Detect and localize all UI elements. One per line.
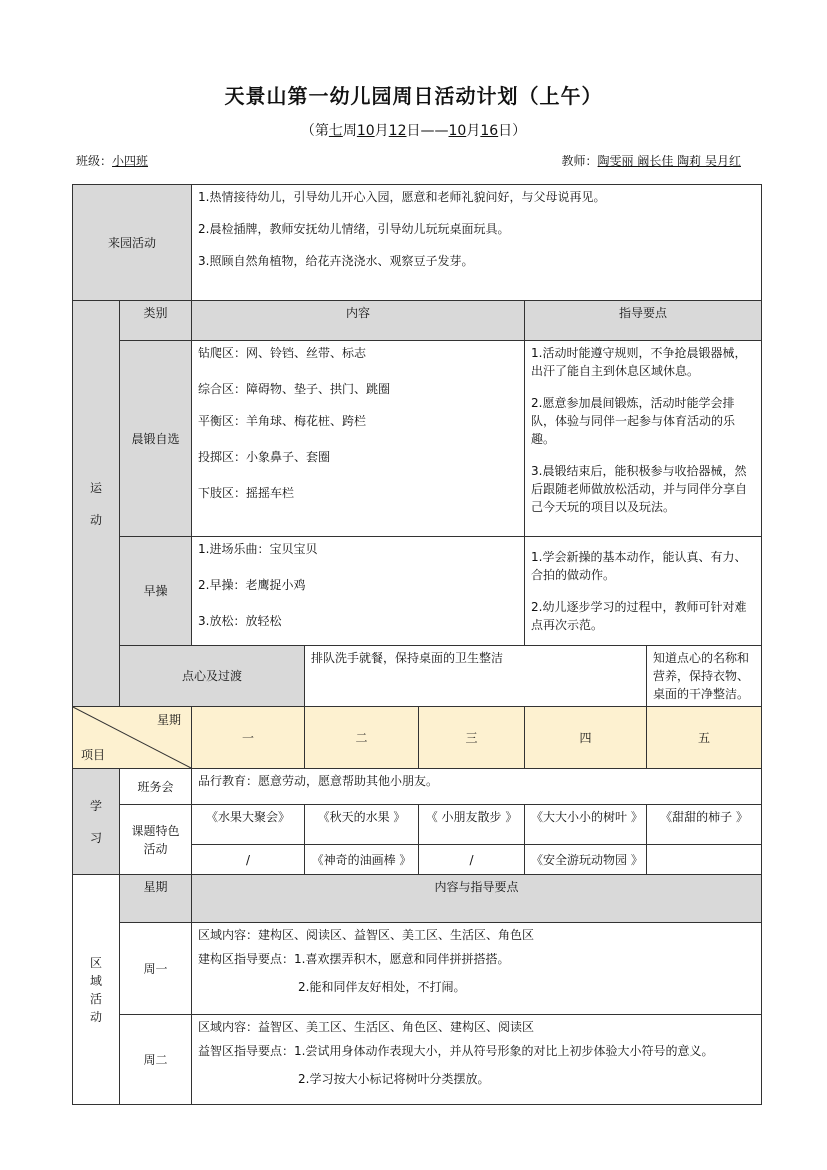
area-tue-content bbox=[192, 1015, 762, 1105]
teacher-names: 陶雯丽 阚长佳 陶莉 吴月红 bbox=[597, 154, 741, 168]
theme-activity: 《甜甜的柿子 》 bbox=[647, 805, 762, 845]
morning-exercise-points bbox=[525, 341, 762, 537]
theme-activity: 《神奇的油画棒 》 bbox=[305, 845, 419, 875]
week-number: 七 bbox=[328, 123, 343, 139]
arrival-item: 2.晨检插牌，教师安抚幼儿情绪，引导幼儿玩玩桌面玩具。 bbox=[198, 222, 510, 236]
class-name: 小四班 bbox=[112, 154, 149, 168]
arrival-item: 3.照顾自然角植物，给花卉浇浇水、观察豆子发芽。 bbox=[198, 254, 474, 268]
study-label bbox=[73, 769, 120, 875]
study-label-char: 习 bbox=[89, 830, 102, 845]
morning-drill-row bbox=[73, 537, 762, 646]
activity-plan-table bbox=[72, 184, 762, 1105]
category-header: 类别 bbox=[120, 301, 192, 341]
corner-weekday-label: 星期 bbox=[157, 713, 182, 727]
theme-activity: 《秋天的水果 》 bbox=[305, 805, 419, 845]
drill-item: 1.进场乐曲：宝贝宝贝 bbox=[198, 542, 318, 556]
area-mon-row bbox=[73, 923, 762, 1015]
weekday-wed: 三 bbox=[419, 707, 525, 769]
end-month: 10 bbox=[448, 123, 467, 139]
exercise-point: 3.晨锻结束后，能积极参与收拾器械，然后跟随老师做放松活动，并与同伴分享自己今天玩的项目以及玩法。 bbox=[531, 464, 748, 514]
class-label: 班级： bbox=[76, 154, 113, 168]
area-header-row bbox=[73, 875, 762, 923]
teacher-label: 教师： bbox=[561, 154, 598, 168]
theme-activity-label: 课题特色活动 bbox=[120, 805, 192, 875]
sport-label-char: 动 bbox=[89, 512, 102, 527]
date-suffix: 日） bbox=[498, 123, 527, 139]
area-label-char: 活 bbox=[89, 991, 102, 1006]
morning-exercise-row bbox=[73, 341, 762, 537]
sport-label-char: 运 bbox=[89, 480, 102, 495]
weekday-corner-cell bbox=[73, 707, 192, 769]
area-label bbox=[73, 875, 120, 1105]
date-range bbox=[0, 120, 827, 140]
weekday-thu: 四 bbox=[525, 707, 647, 769]
day-separator: 日—— bbox=[406, 123, 449, 139]
area-mon-point-2: 2.能和同伴友好相处，不打闹。 bbox=[298, 980, 466, 994]
content-header: 内容 bbox=[192, 301, 525, 341]
month-suffix-2: 月 bbox=[466, 123, 481, 139]
area-tue-label: 周二 bbox=[120, 1015, 192, 1105]
class-meeting-content: 品行教育：愿意劳动，愿意帮助其他小朋友。 bbox=[192, 769, 762, 805]
theme-activity: / bbox=[419, 845, 525, 875]
theme-activity bbox=[647, 845, 762, 875]
area-tue-zones: 区域内容：益智区、美工区、生活区、角色区、建构区、阅读区 bbox=[198, 1020, 535, 1034]
points-header: 指导要点 bbox=[525, 301, 762, 341]
class-info bbox=[76, 152, 207, 169]
snack-label: 点心及过渡 bbox=[120, 646, 305, 707]
exercise-zone: 钻爬区：网、铃铛、丝带、标志 bbox=[198, 346, 367, 360]
weekday-tue: 二 bbox=[305, 707, 419, 769]
class-meeting-row bbox=[73, 769, 762, 805]
morning-drill-content bbox=[192, 537, 525, 646]
arrival-row bbox=[73, 185, 762, 301]
theme-row-1 bbox=[73, 805, 762, 845]
area-tue-point-1: 益智区指导要点：1.尝试用身体动作表现大小，并从符号形象的对比上初步体验大小符号的意义。 bbox=[198, 1044, 714, 1058]
start-month: 10 bbox=[356, 123, 375, 139]
month-suffix-1: 月 bbox=[374, 123, 389, 139]
exercise-point: 1.活动时能遵守规则，不争抢晨锻器械，出汗了能自主到休息区域休息。 bbox=[531, 346, 747, 378]
end-day: 16 bbox=[480, 123, 499, 139]
week-suffix: 周 bbox=[342, 123, 357, 139]
theme-activity: 《安全游玩动物园 》 bbox=[525, 845, 647, 875]
arrival-content bbox=[192, 185, 762, 301]
teacher-info bbox=[562, 152, 741, 169]
theme-activity: 《大大小小的树叶 》 bbox=[525, 805, 647, 845]
drill-item: 3.放松：放轻松 bbox=[198, 614, 282, 628]
morning-drill-points bbox=[525, 537, 762, 646]
area-weekday-header: 星期 bbox=[120, 875, 192, 923]
start-day: 12 bbox=[388, 123, 407, 139]
sport-label bbox=[73, 301, 120, 707]
page-title: 天景山第一幼儿园周日活动计划（上午） bbox=[224, 84, 603, 108]
exercise-zone: 综合区：障碍物、垫子、拱门、跳圈 bbox=[198, 382, 391, 396]
exercise-zone: 下肢区：摇摇车栏 bbox=[198, 486, 295, 500]
area-mon-zones: 区域内容：建构区、阅读区、益智区、美工区、生活区、角色区 bbox=[198, 928, 535, 942]
drill-item: 2.早操：老鹰捉小鸡 bbox=[198, 578, 306, 592]
drill-point: 2.幼儿逐步学习的过程中，教师可针对难点再次示范。 bbox=[531, 600, 747, 632]
area-mon-content bbox=[192, 923, 762, 1015]
snack-points: 知道点心的名称和营养，保持衣物、桌面的干净整洁。 bbox=[647, 646, 762, 707]
arrival-item: 1.热情接待幼儿，引导幼儿开心入园，愿意和老师礼貌问好，与父母说再见。 bbox=[198, 190, 606, 204]
morning-drill-label: 早操 bbox=[120, 537, 192, 646]
area-mon-label: 周一 bbox=[120, 923, 192, 1015]
exercise-point: 2.愿意参加晨间锻炼，活动时能学会排队，体验与同伴一起参与体育活动的乐趣。 bbox=[531, 396, 736, 446]
weekday-fri: 五 bbox=[647, 707, 762, 769]
weekday-header-row bbox=[73, 707, 762, 769]
theme-activity: 《 小朋友散步 》 bbox=[419, 805, 525, 845]
sport-header-row bbox=[73, 301, 762, 341]
drill-point: 1.学会新操的基本动作，能认真、有力、合拍的做动作。 bbox=[531, 550, 747, 582]
exercise-zone: 平衡区：羊角球、梅花桩、跨栏 bbox=[198, 414, 367, 428]
area-tue-point-2: 2.学习按大小标记将树叶分类摆放。 bbox=[298, 1072, 490, 1086]
arrival-label: 来园活动 bbox=[73, 185, 192, 301]
area-label-char: 动 bbox=[89, 1009, 102, 1024]
area-tue-row bbox=[73, 1015, 762, 1105]
morning-exercise-label: 晨锻自选 bbox=[120, 341, 192, 537]
weekday-mon: 一 bbox=[192, 707, 305, 769]
class-meeting-label: 班务会 bbox=[120, 769, 192, 805]
area-label-char: 域 bbox=[89, 973, 102, 988]
corner-item-label: 项目 bbox=[81, 748, 106, 762]
exercise-zone: 投掷区：小象鼻子、套圈 bbox=[198, 450, 331, 464]
snack-content: 排队洗手就餐，保持桌面的卫生整洁 bbox=[305, 646, 647, 707]
date-prefix: （第 bbox=[300, 123, 329, 139]
study-label-char: 学 bbox=[89, 798, 102, 813]
area-content-header: 内容与指导要点 bbox=[192, 875, 762, 923]
morning-exercise-content bbox=[192, 341, 525, 537]
theme-activity: / bbox=[192, 845, 305, 875]
area-label-char: 区 bbox=[89, 955, 102, 970]
theme-activity: 《水果大聚会》 bbox=[192, 805, 305, 845]
area-mon-point-1: 建构区指导要点：1.喜欢摆弄积木，愿意和同伴拼拼搭搭。 bbox=[198, 952, 510, 966]
snack-row bbox=[73, 646, 762, 707]
